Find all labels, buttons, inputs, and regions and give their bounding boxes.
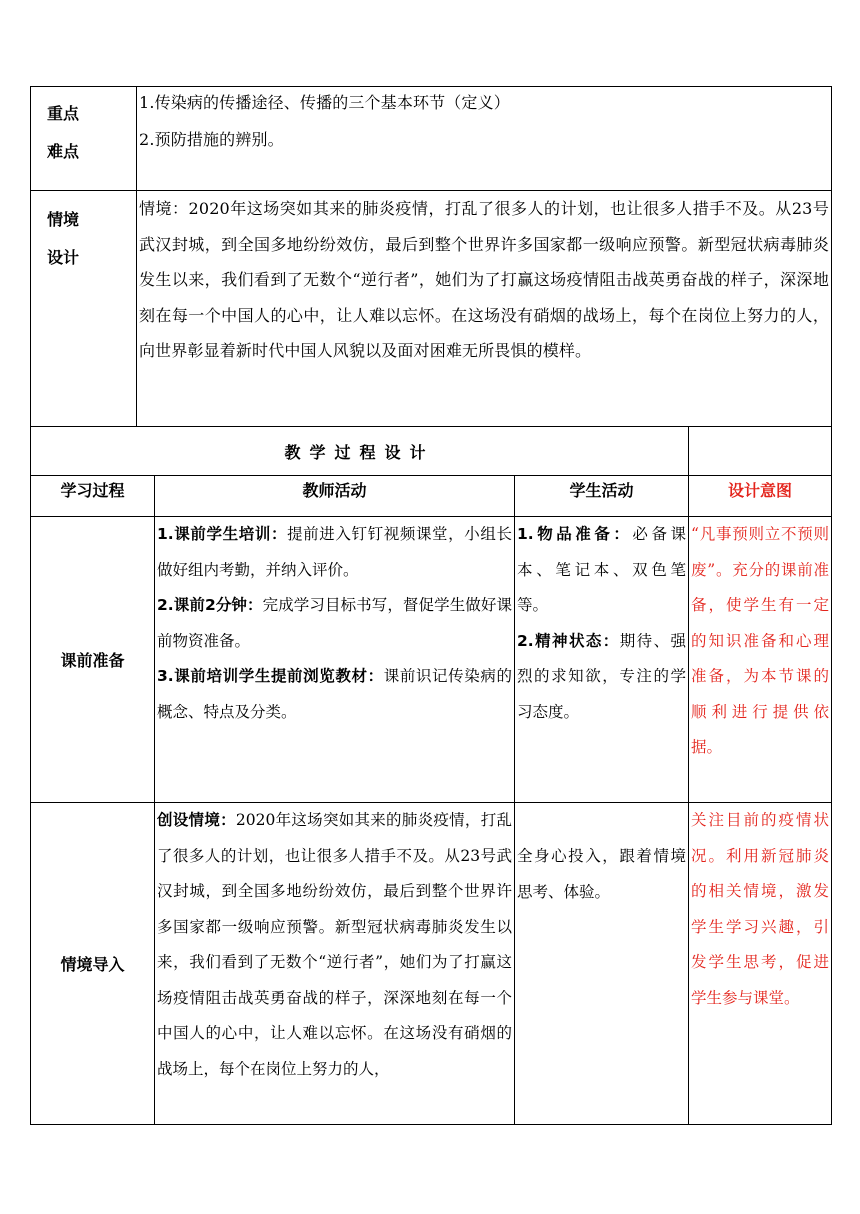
intent-intro-text: 关注目前的疫情状况。利用新冠肺炎的相关情境，激发学生学习兴趣，引发学生思考，促进学生参与课堂。 — [691, 811, 830, 1007]
stage-prep: 课前准备 — [31, 517, 155, 803]
focus-line-2: 2.预防措施的辨别。 — [139, 130, 284, 149]
focus-line-1: 1.传染病的传播途径、传播的三个基本环节（定义） — [139, 93, 510, 112]
design-table — [30, 426, 832, 1125]
teacher-prep-item-2: 2.课前2分钟：完成学习目标书写，督促学生做好课前物资准备。 — [157, 596, 512, 650]
student-prep-item-2: 2.精神状态：期待、强烈的求知欲，专注的学习态度。 — [517, 631, 687, 721]
header-process: 学习过程 — [31, 476, 155, 517]
teacher-prep-item-3: 3.课前培训学生提前浏览教材：课前识记传染病的概念、特点及分类。 — [157, 667, 512, 721]
design-row-intro — [31, 803, 832, 1125]
scenario-text: 情境：2020年这场突如其来的肺炎疫情，打乱了很多人的计划，也让很多人措手不及。从23号武汉封城，到全国多地纷纷效仿，最后到整个世界许多国家都一级响应预警。新型冠状病毒肺炎发生以来，我们看到了无数个“逆行者”，她们为了打赢这场疫情阻击战英勇奋战的样子，深深地刻在每一个中国人的心中，让人难以忘怀。在这场没有硝烟的战场上，每个在岗位上努力的人，向世界彰显着新时代中国人风貌以及面对困难无所畏惧的模样。 — [139, 199, 829, 360]
design-row-prep — [31, 517, 832, 803]
focus-content-cell — [137, 87, 832, 191]
design-title-row — [31, 427, 832, 476]
intent-prep-cell — [689, 517, 832, 803]
student-prep-item-1: 1.物品准备：必备课本、笔记本、双色笔等。 — [517, 525, 687, 614]
scenario-label-cell — [31, 191, 137, 427]
teacher-prep-cell — [155, 517, 515, 803]
scenario-label-2: 设计 — [47, 248, 80, 267]
header-teacher: 教师活动 — [155, 476, 515, 517]
focus-label-cell — [31, 87, 137, 191]
student-intro-item-1: 全身心投入，跟着情境思考、体验。 — [517, 847, 687, 901]
focus-label-2: 难点 — [47, 142, 80, 161]
teacher-intro-item-1: 创设情境：2020年这场突如其来的肺炎疫情，打乱了很多人的计划，也让很多人措手不及。从23号武汉封城，到全国多地纷纷效仿，最后到整个世界许多国家都一级响应预警。新型冠状病毒肺炎发生以来，我们看到了无数个“逆行者”，她们为了打赢这场疫情阻击战英勇奋战的样子，深深地刻在每一个中国人的心中，让人难以忘怀。在这场没有硝烟的战场上，每个在岗位上努力的人， — [157, 811, 512, 1078]
header-student: 学生活动 — [515, 476, 689, 517]
student-intro-cell — [515, 803, 689, 1125]
teacher-prep-item-1: 1.课前学生培训：提前进入钉钉视频课堂，小组长做好组内考勤，并纳入评价。 — [157, 525, 512, 579]
top-table — [30, 86, 832, 427]
intent-intro-cell — [689, 803, 832, 1125]
stage-intro: 情境导入 — [31, 803, 155, 1125]
scenario-content-cell — [137, 191, 832, 427]
teacher-intro-cell — [155, 803, 515, 1125]
student-prep-cell — [515, 517, 689, 803]
focus-row — [31, 87, 832, 191]
scenario-row — [31, 191, 832, 427]
header-intent: 设计意图 — [689, 476, 832, 517]
design-title-empty-cell — [689, 427, 832, 476]
focus-label-1: 重点 — [47, 104, 80, 123]
scenario-label-1: 情境 — [47, 210, 80, 229]
intent-prep-text: “凡事预则立不预则废”。充分的课前准备，使学生有一定的知识准备和心理准备，为本节课的顺利进行提供依据。 — [691, 525, 830, 756]
design-title: 教学过程设计 — [31, 427, 689, 476]
design-header-row — [31, 476, 832, 517]
